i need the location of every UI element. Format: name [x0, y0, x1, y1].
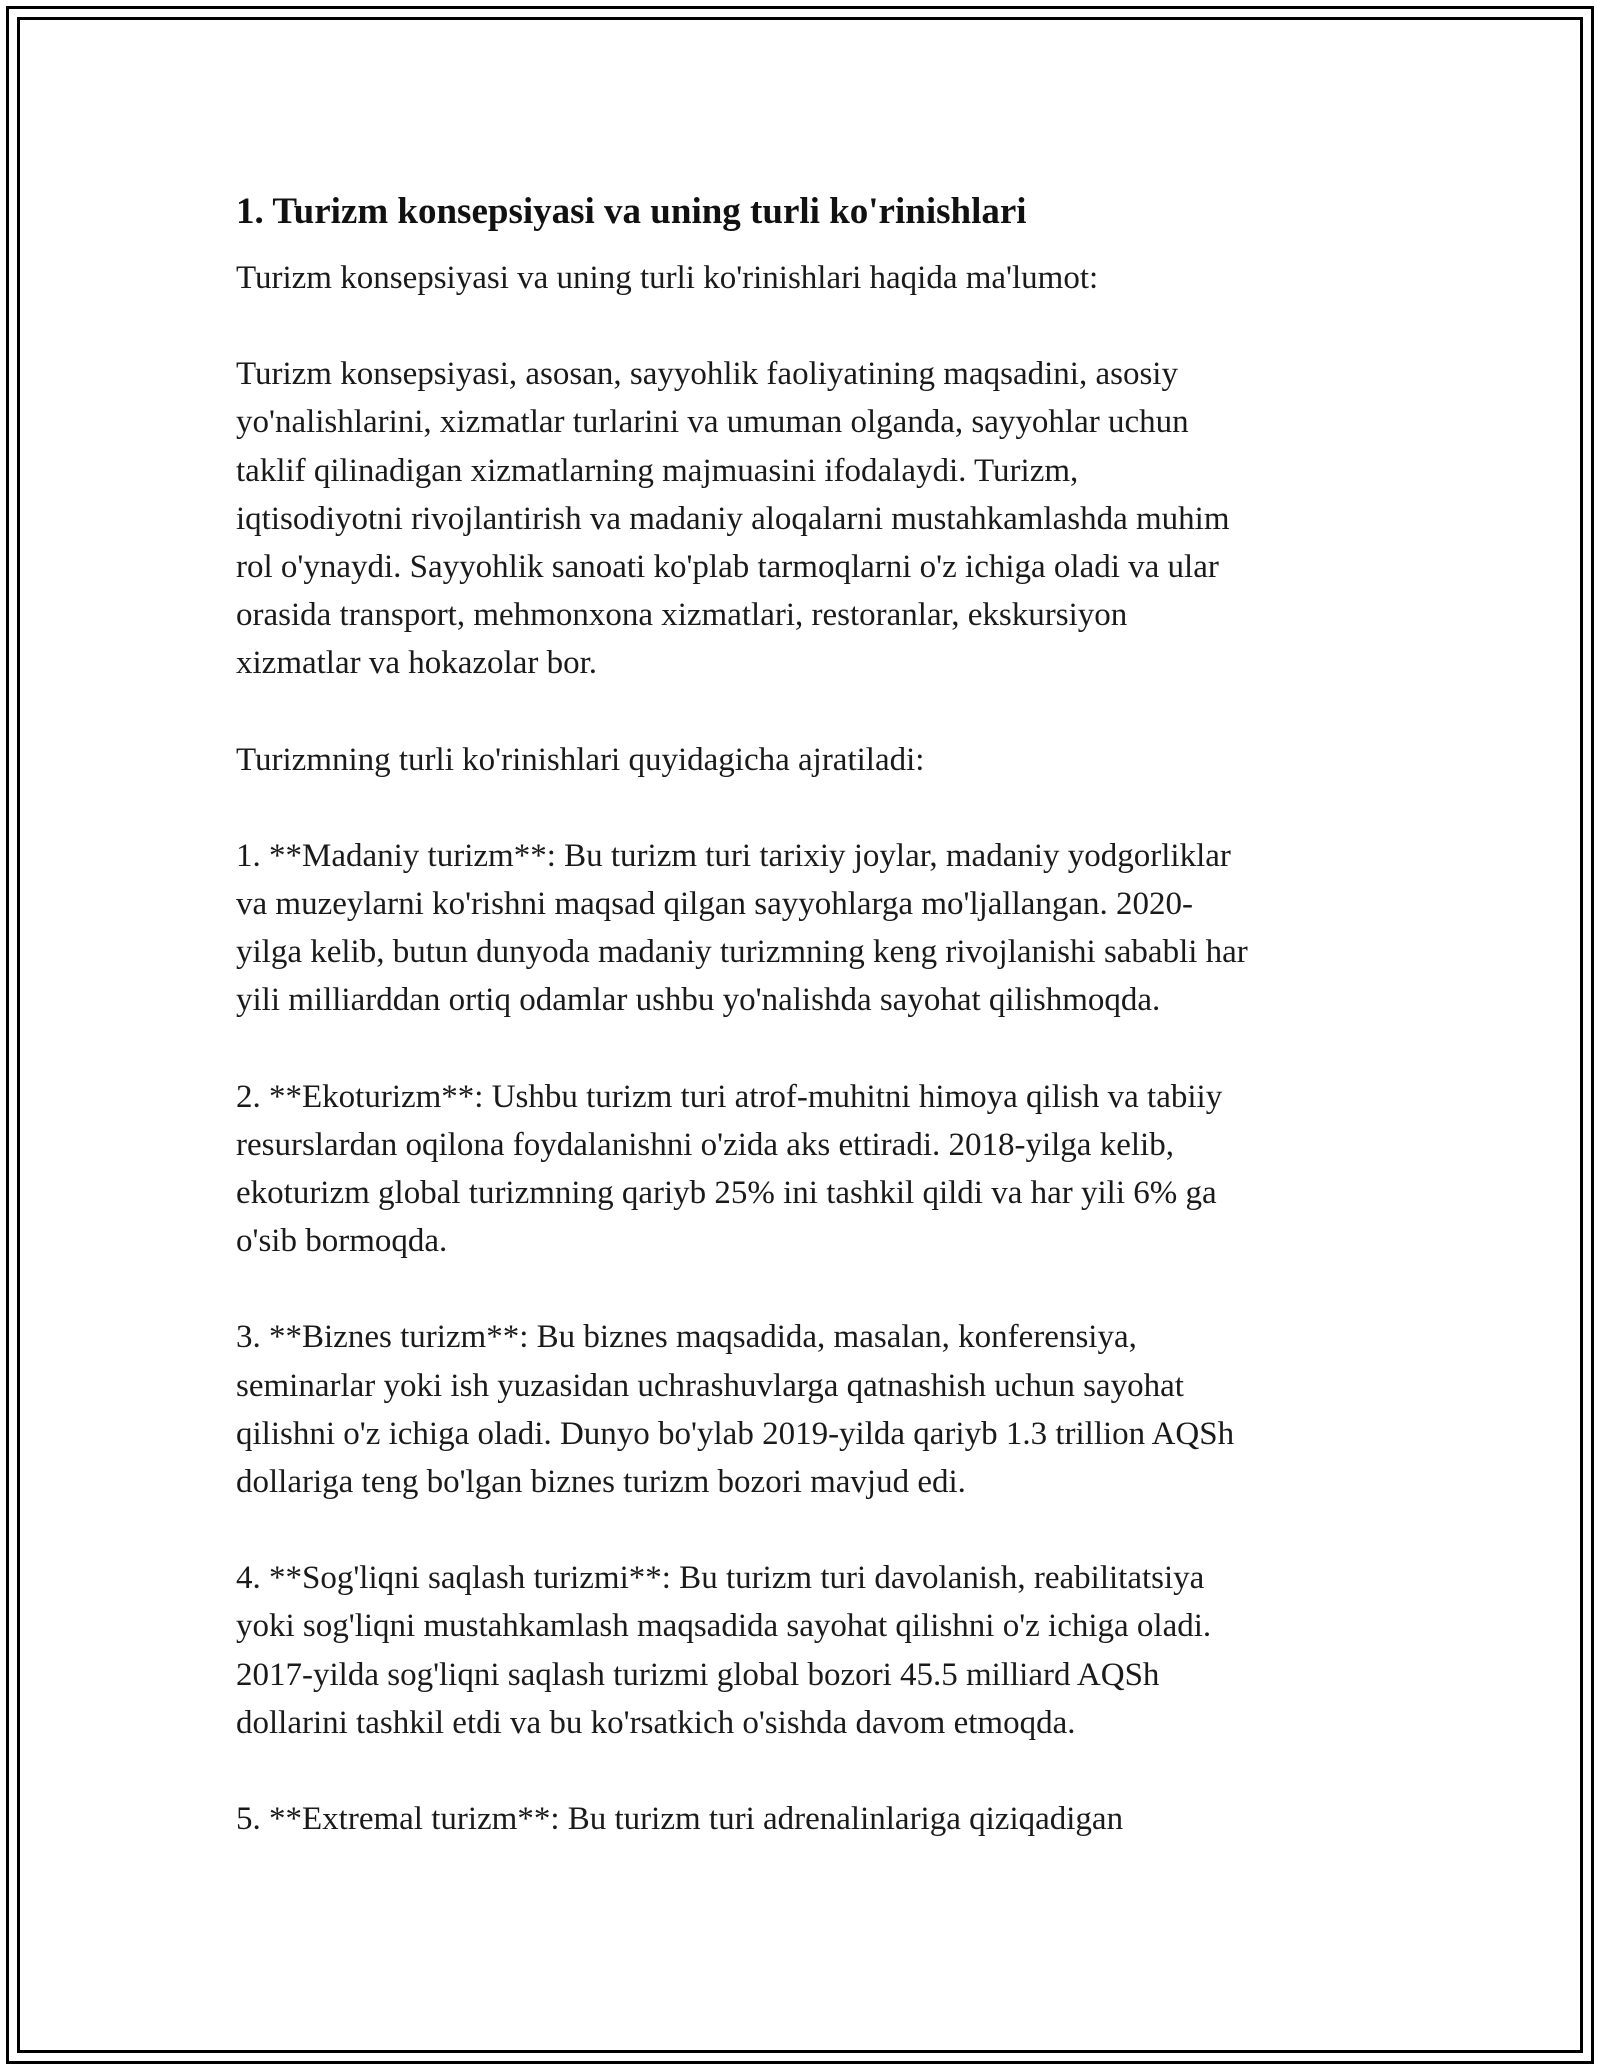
item-line: 4. **Sog'liqni saqlash turizmi**: Bu turizm turi davolanish, reabilitatsiya [236, 1560, 1205, 1597]
item-line: dollarini tashkil etdi va bu ko'rsatkich o'sishda davom etmoqda. [236, 1704, 1076, 1741]
paragraph-line: rol o'ynaydi. Sayyohlik sanoati ko'plab tarmoqlarni o'z ichiga oladi va ular [236, 549, 1219, 586]
item-line: 2017-yilda sog'liqni saqlash turizmi global bozori 45.5 milliard AQSh [236, 1656, 1160, 1693]
kinds-intro-text: Turizmning turli ko'rinishlari quyidagicha ajratiladi: [236, 741, 925, 778]
concept-paragraph [236, 350, 1376, 687]
item-line: yoki sog'liqni mustahkamlash maqsadida sayohat qilishni o'z ichiga oladi. [236, 1608, 1212, 1645]
paragraph-line: yo'nalishlarini, xizmatlar turlarini va umuman olganda, sayyohlar uchun [236, 404, 1189, 441]
paragraph-line: iqtisodiyotni rivojlantirish va madaniy aloqalarni mustahkamlashda muhim [236, 500, 1230, 537]
item-line: 5. **Extremal turizm**: Bu turizm turi adrenalinlariga qiziqadigan [236, 1801, 1124, 1838]
item-line: yilga kelib, butun dunyoda madaniy turizmning keng rivojlanishi sababli har [236, 934, 1248, 971]
list-item-health-tourism [236, 1554, 1376, 1747]
item-line: qilishni o'z ichiga oladi. Dunyo bo'ylab 2019-yilda qariyb 1.3 trillion AQSh [236, 1415, 1235, 1452]
item-line: yili milliarddan ortiq odamlar ushbu yo'nalishda sayohat qilishmoqda. [236, 982, 1161, 1019]
item-line: 2. **Ekoturizm**: Ushbu turizm turi atrof-muhitni himoya qilish va tabiiy [236, 1078, 1223, 1115]
paragraph-line: Turizm konsepsiyasi, asosan, sayyohlik faoliyatining maqsadini, asosiy [236, 356, 1178, 393]
item-line: va muzeylarni ko'rishni maqsad qilgan sayyohlarga mo'ljallangan. 2020- [236, 886, 1194, 923]
intro-text: Turizm konsepsiyasi va uning turli ko'rinishlari haqida ma'lumot: [236, 260, 1099, 296]
list-item-cultural-tourism [236, 832, 1376, 1025]
item-line: resurslardan oqilona foydalanishni o'zida aks ettiradi. 2018-yilga kelib, [236, 1126, 1174, 1163]
item-line: dollariga teng bo'lgan biznes turizm bozori mavjud edi. [236, 1464, 966, 1501]
list-item-extreme-tourism [236, 1795, 1376, 1843]
item-line: ekoturizm global turizmning qariyb 25% ini tashkil qildi va har yili 6% ga [236, 1175, 1217, 1212]
item-line: o'sib bormoqda. [236, 1223, 448, 1260]
paragraph-line: taklif qilinadigan xizmatlarning majmuasini ifodalaydi. Turizm, [236, 452, 1079, 489]
section-heading: 1. Turizm konsepsiyasi va uning turli ko'rinishlari [236, 191, 1027, 232]
item-line: 3. **Biznes turizm**: Bu biznes maqsadida, masalan, konferensiya, [236, 1319, 1137, 1356]
item-line: seminarlar yoki ish yuzasidan uchrashuvlarga qatnashish uchun sayohat [236, 1367, 1184, 1404]
list-item-ecotourism [236, 1073, 1376, 1266]
list-item-business-tourism [236, 1313, 1376, 1506]
document-body [236, 186, 1376, 1843]
paragraph-line: xizmatlar va hokazolar bor. [236, 645, 598, 682]
item-line: 1. **Madaniy turizm**: Bu turizm turi tarixiy joylar, madaniy yodgorliklar [236, 837, 1231, 874]
paragraph-line: orasida transport, mehmonxona xizmatlari, restoranlar, ekskursiyon [236, 597, 1128, 634]
